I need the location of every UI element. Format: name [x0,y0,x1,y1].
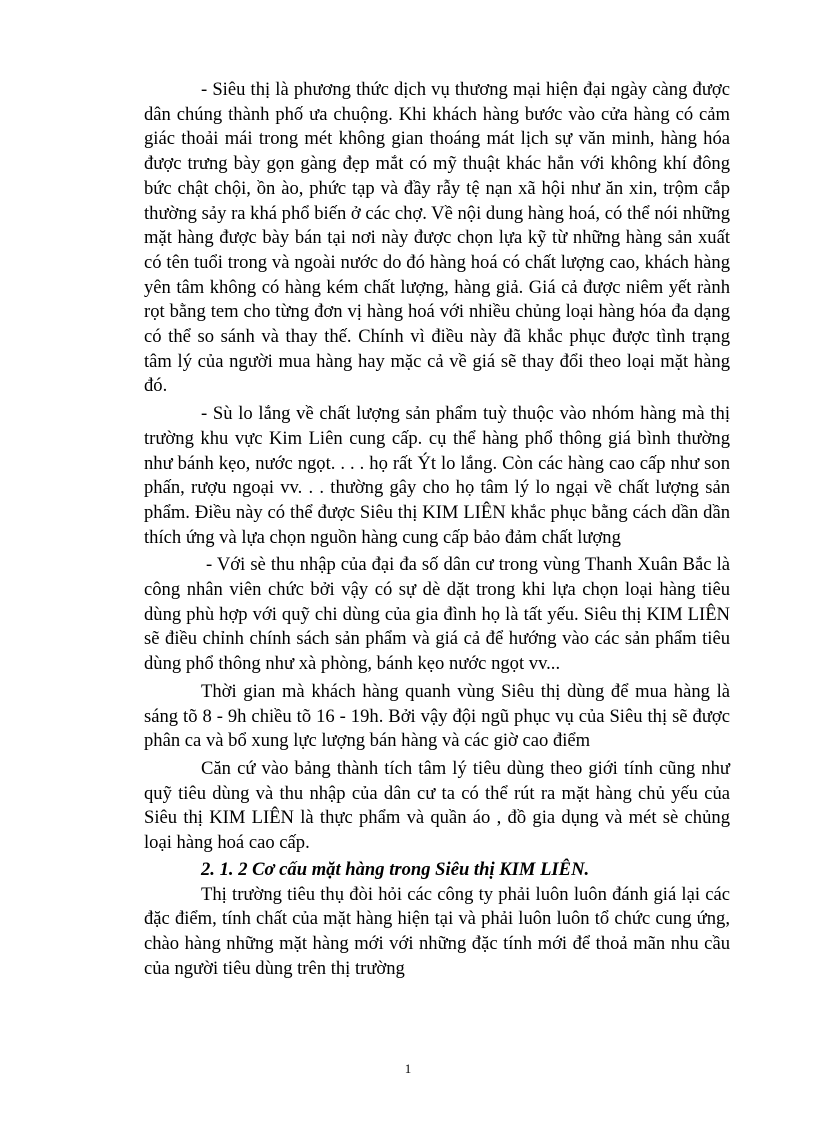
paragraph-income: - Với sè thu nhập của đại đa số dân cư trong vùng Thanh Xuân Bắc là công nhân viên chức bởi vậy có sự dè dặt trong khi lựa chọn loại hàng tiêu dùng phù hợp với quỹ chi dùng của gia đình họ là tất yếu. Siêu thị KIM LIÊN sẽ điều chỉnh chính sách sản phẩm và giá cả để hướng vào các sản phẩm tiêu dùng phổ thông như xà phòng, bánh kẹo nước ngọt vv... [144,554,730,675]
paragraph-quality-concern: - Sù lo lắng về chất lượng sản phẩm tuỳ thuộc vào nhóm hàng mà thị trường khu vực Kim Liên cung cấp. cụ thể hàng phổ thông giá bình thường như bánh kẹo, nước ngọt. . . . họ rất Ýt lo lắng. Còn các hàng cao cấp như son phấn, rượu ngoại vv. . . thường gây cho họ tâm lý lo ngại về chất lượng sản phẩm. Điều này có thể được Siêu thị KIM LIÊN khắc phục bằng cách dần dần thích ứng và lựa chọn nguồn hàng cung cấp bảo đảm chất lượng [144,403,730,548]
paragraph-market-demand: Thị trường tiêu thụ đòi hỏi các công ty phải luôn luôn đánh giá lại các đặc điểm, tính chất của mặt hàng hiện tại và phải luôn luôn tổ chức cung ứng, chào hàng những mặt hàng mới với những đặc tính mới để thoả mãn nhu cầu của người tiêu dùng trên thị trường [144,883,730,979]
section-heading: 2. 1. 2 Cơ cấu mặt hàng trong Siêu thị KIM LIÊN. [201,858,590,880]
document-body [144,78,730,981]
page-number: 1 [404,1061,412,1076]
paragraph-main-products: Căn cứ vào bảng thành tích tâm lý tiêu dùng theo giới tính cũng như quỹ tiêu dùng và thu nhập của dân cư ta có thể rút ra mặt hàng chủ yếu của Siêu thị KIM LIÊN là thực phẩm và quần áo , đồ gia dụng và mét sè chủng loại hàng hoá cao cấp. [144,757,730,854]
paragraph-shopping-hours: Thời gian mà khách hàng quanh vùng Siêu thị dùng để mua hàng là sáng tõ 8 - 9h chiều tõ 16 - 19h. Bởi vậy đội ngũ phục vụ của Siêu thị sẽ được phân ca và bổ xung lực lượng bán hàng và các giờ cao điểm [144,680,730,752]
paragraph-supermarket-overview: - Siêu thị là phương thức dịch vụ thương mại hiện đại ngày càng được dân chúng thành phố ưa chuộng. Khi khách hàng bước vào cửa hàng có cảm giác thoải mái trong mét không gian thoáng mát lịch sự văn minh, hàng hóa được trưng bày gọn gàng đẹp mắt có mỹ thuật khác hẳn với không khí đông bức chật chội, ồn ào, phức tạp và đầy rẫy tệ nạn xã hội như ăn xin, trộm cắp thường sảy ra khá phổ biến ở các chợ. Về nội dung hàng hoá, có thể nói những mặt hàng được bày bán tại nơi này được chọn lựa kỹ từ những hàng sản xuất có tên tuổi trong và ngoài nước do đó hàng hoá có chất lượng cao, khách hàng yên tâm không có hàng kém chất lượng, hàng giả. Giá cả được niêm yết rành rọt bằng tem cho từng đơn vị hàng hoá với nhiều chủng loại hàng hóa đa dạng có thể so sánh và thay thế. Chính vì điều này đã khắc phục được tình trạng tâm lý của người mua hàng hay mặc cả về giá sẽ thay đổi theo loại mặt hàng đó. [144,79,730,397]
